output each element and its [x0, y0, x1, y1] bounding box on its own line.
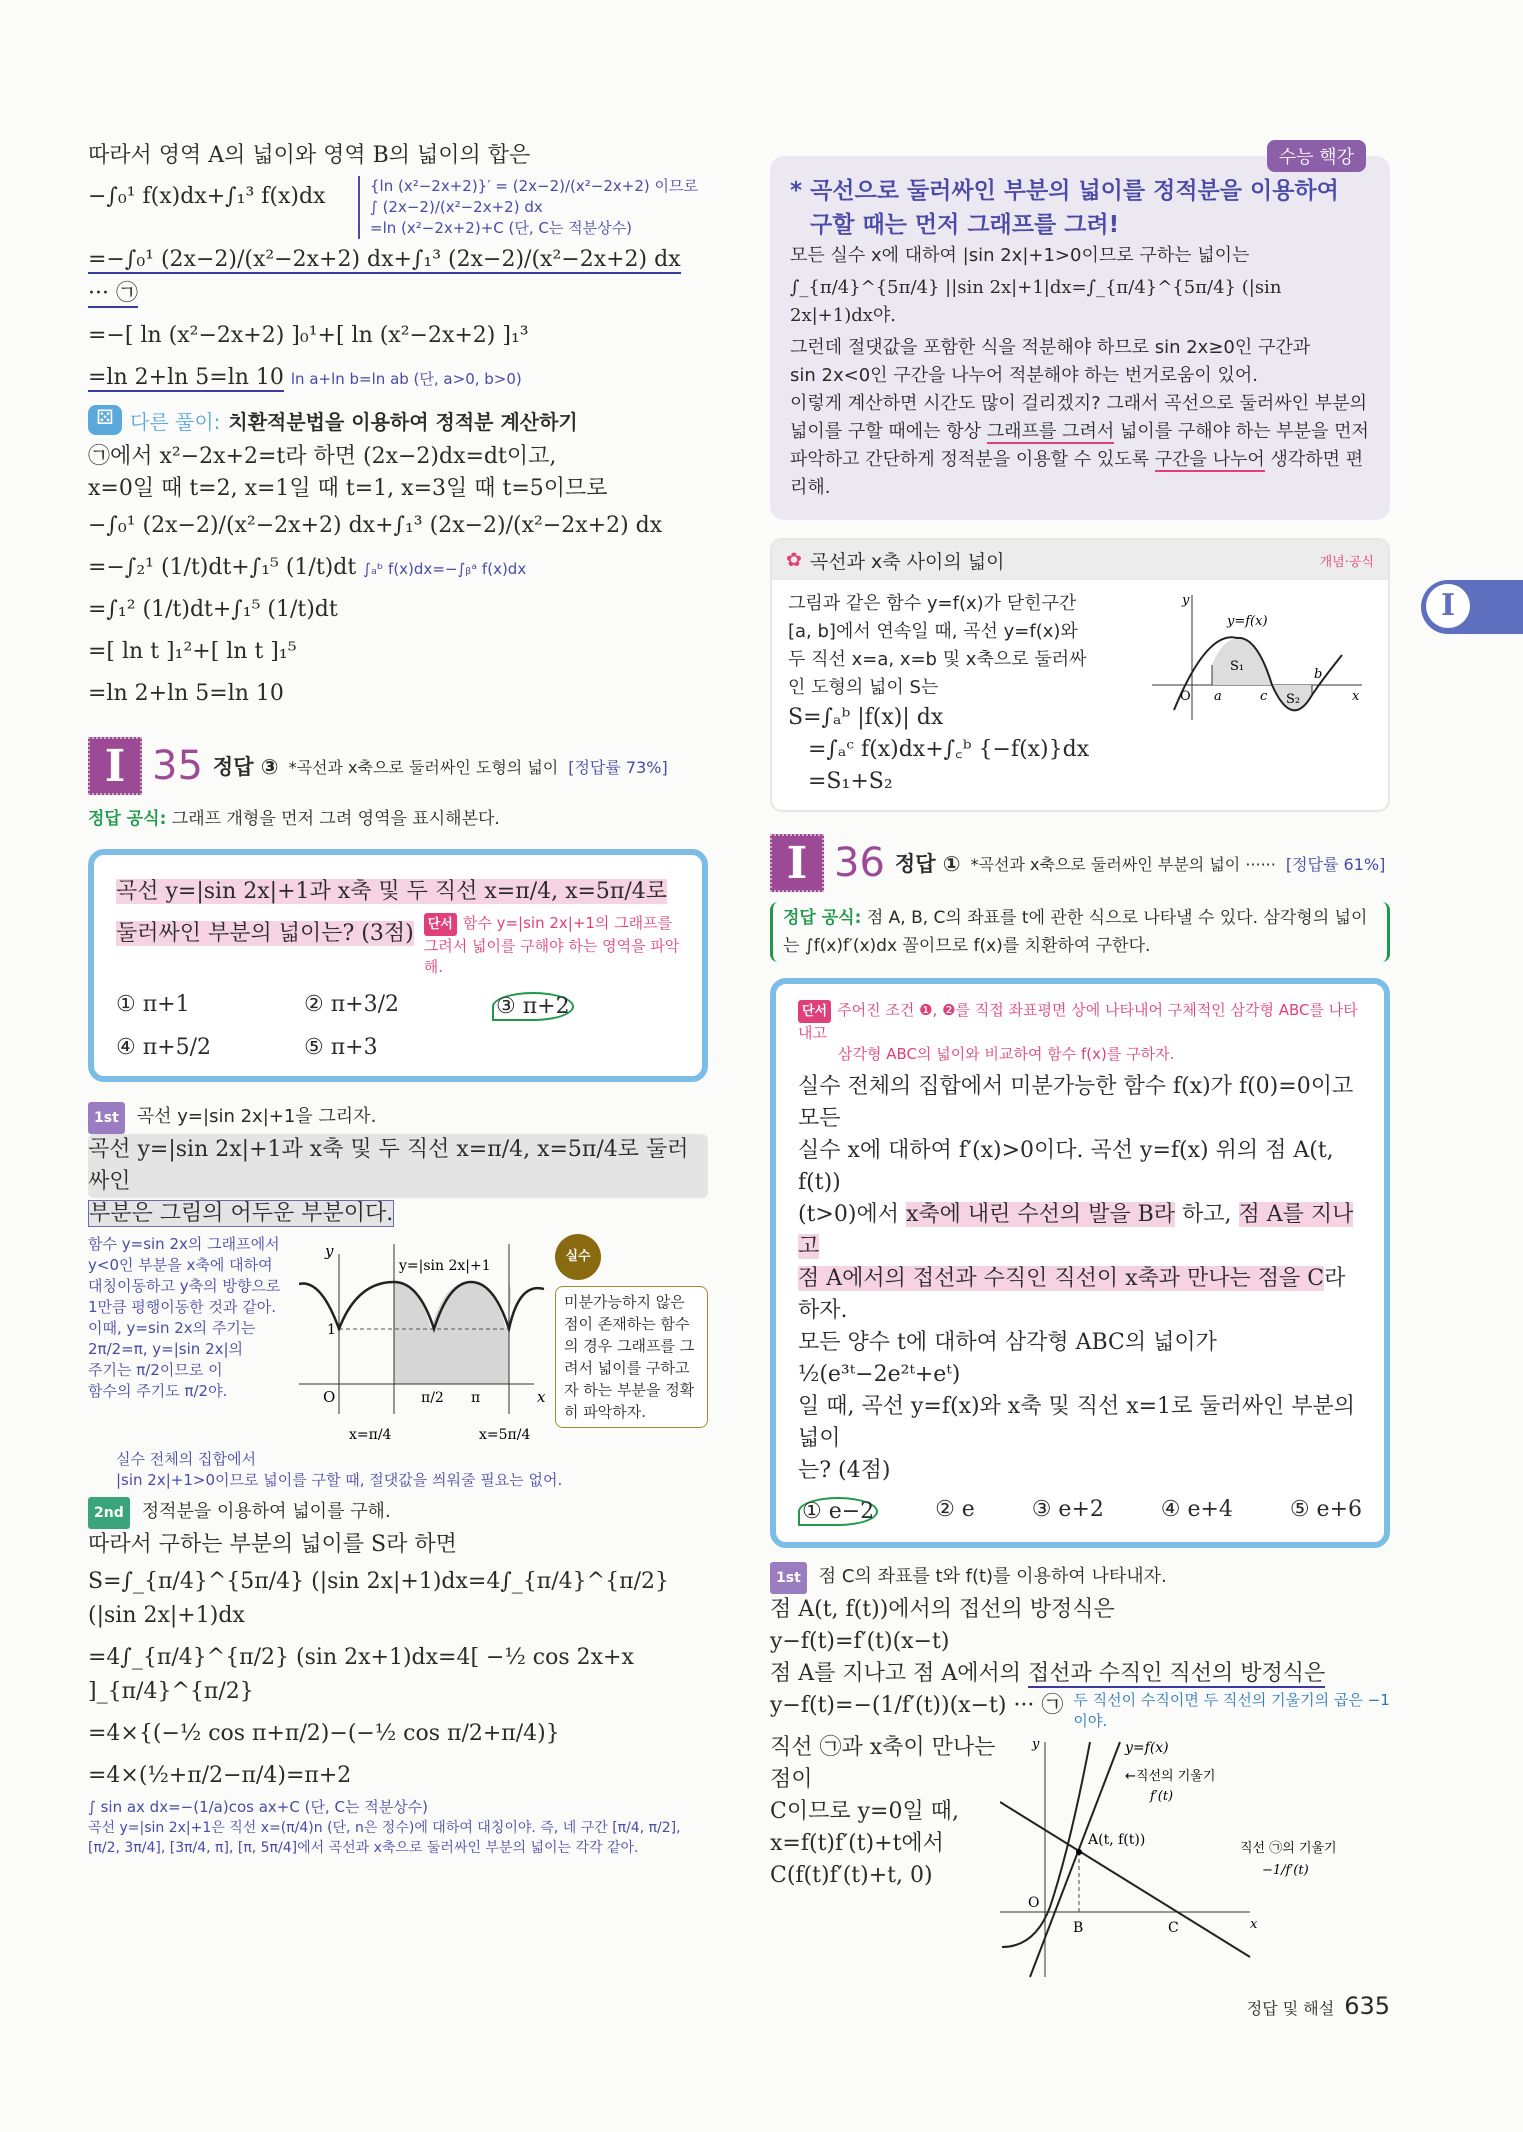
problem-35-box: [88, 849, 708, 1082]
line: 두 직선 x=a, x=b 및 x축으로 둘러싸: [788, 649, 1087, 670]
equation-line: [88, 551, 708, 585]
problem-36-box: [770, 978, 1390, 1548]
alt-label: 다른 풀이:: [130, 409, 221, 434]
choice-3-correct[interactable]: ③ π+2: [492, 992, 574, 1021]
problem-text: 일 때, 곡선 y=f(x)와 x축 및 직선 x=1로 둘러싸인 부분의 넓이: [798, 1394, 1356, 1451]
hint: [798, 1000, 1362, 1065]
concept-header: [772, 540, 1388, 580]
key-text: [790, 418, 1370, 446]
text-line: ㉠에서 x²−2x+2=t라 하면 (2x−2)dx=dt이고,: [88, 444, 557, 469]
text: 하고,: [1175, 1202, 1239, 1227]
side-note-block: [358, 176, 708, 239]
chapter-badge: I: [770, 834, 824, 892]
formula-text: 점 A, B, C의 좌표를 t에 관한 식으로 나타낼 수 있다. 삼각형의 넓이: [866, 908, 1368, 928]
a-label: a: [1214, 689, 1222, 704]
problem-text: 실수 x에 대하여 f′(x)>0이다. 곡선 y=f(x) 위의 점 A(t, f(t)): [798, 1138, 1334, 1195]
side-note: ln a+ln b=ln ab (단, a>0, b>0): [290, 370, 522, 388]
equation-text: =−∫₂¹ (1/t)dt+∫₁⁵ (1/t)dt: [88, 555, 357, 580]
note-line: 1만큼 평행이동한 것과 같아.: [88, 1298, 277, 1316]
step-tag: 2nd: [88, 1497, 130, 1529]
problem-text: [798, 1263, 1362, 1327]
origin-label: O: [1180, 689, 1191, 704]
choice-2[interactable]: ② π+3/2: [304, 992, 400, 1017]
x-label: x: [1352, 689, 1360, 704]
origin-label: O: [1028, 1895, 1040, 1911]
choice-4[interactable]: ④ e+4: [1160, 1497, 1233, 1522]
line: 인 도형의 넓이 S는: [788, 677, 939, 698]
curve-label: y=f(x): [1125, 1740, 1169, 1756]
problem-text: 실수 전체의 집합에서 미분가능한 함수 f(x)가 f(0)=0이고 모든: [798, 1074, 1354, 1131]
key-text: 모든 실수 x에 대하여 |sin 2x|+1>0이므로 구하는 넓이는: [790, 245, 1250, 266]
side-note: 곡선 y=|sin 2x|+1은 직선 x=(π/4)n (단, n은 정수)에 대하여 대칭이야. 즉, 네 구간 [π/4, π/2], [π/2, 3π/4], [3π/4, π], [π, 5π/4]에서 곡선과 x축으로 둘러싸인 부분의 넓이는 각각 같아.: [88, 1820, 681, 1856]
concept-title: 곡선과 x축 사이의 넓이: [809, 550, 1005, 573]
alt-solution-header: [88, 405, 708, 435]
problem-text: 는? (4점): [798, 1458, 891, 1483]
equation-line: −∫₀¹ f(x)dx+∫₁³ f(x)dx: [88, 184, 326, 209]
curve-label: y=f(x): [1227, 614, 1268, 629]
text: (t>0)에서: [798, 1202, 906, 1227]
note-line: 함수 y=sin 2x의 그래프에서: [88, 1235, 280, 1253]
mistake-badge: 실수: [555, 1234, 601, 1280]
equation-text: =ln 2+ln 5=ln 10: [88, 365, 284, 390]
side-note-list: [88, 1234, 293, 1402]
equation-line: =4×(½+π/2−π/4)=π+2: [88, 1763, 352, 1788]
tangent-normal-graph: [1000, 1732, 1390, 1982]
label-x-pi4: x=π/4: [349, 1427, 392, 1443]
correct-rate: [정답률 61%]: [1285, 854, 1386, 874]
equation-line: =−[ ln (x²−2x+2) ]₀¹+[ ln (x²−2x+2) ]₁³: [88, 323, 529, 348]
concept-formula: =S₁+S₂: [808, 769, 893, 794]
s2-label: S₂: [1286, 692, 1301, 707]
side-note: 두 직선이 수직이면 두 직선의 기울기의 곱은 −1이야.: [1073, 1691, 1390, 1730]
key-text: sin 2x<0인 구간을 나누어 적분해야 하는 번거로움이 있어.: [790, 365, 1258, 386]
text: 파악하고 간단하게 정적분을 이용할 수 있도록: [790, 449, 1155, 470]
line: [a, b]에서 연속일 때, 곡선 y=f(x)와: [788, 621, 1078, 642]
slope-value: −1/f′(t): [1262, 1863, 1309, 1878]
key-title: 구할 때는 먼저 그래프를 그려!: [810, 212, 1120, 238]
text-line: [770, 1658, 1390, 1690]
concept-formula: S=∫ₐᵇ |f(x)| dx: [788, 705, 944, 730]
answer-formula: [88, 805, 708, 833]
alt-title: 치환적분법을 이용하여 정적분 계산하기: [228, 409, 578, 434]
origin-label: O: [323, 1388, 336, 1406]
text-block: [770, 1732, 1000, 1892]
text: 넓이를 구할 때에는 항상: [790, 421, 987, 442]
key-text: 이렇게 계산하면 시간도 많이 걸리겠지? 그래서 곡선으로 둘러싸인 부분의: [790, 393, 1367, 414]
equation-text: =−∫₀¹ (2x−2)/(x²−2x+2) dx+∫₁³ (2x−2)/(x²−2x+2) dx ··· ㉠: [88, 247, 681, 306]
text-line: 점 A(t, f(t))에서의 접선의 방정식은: [770, 1597, 1115, 1622]
correct-rate: [정답률 73%]: [568, 757, 668, 777]
question-number: 36: [834, 840, 885, 886]
label-x-5pi4: x=5π/4: [479, 1427, 531, 1443]
choice-5[interactable]: ⑤ π+3: [304, 1035, 378, 1060]
text-line: 따라서 구하는 부분의 넓이를 S라 하면: [88, 1532, 457, 1557]
dice-icon: ⚄: [88, 405, 122, 435]
equation-line: =∫₁² (1/t)dt+∫₁⁵ (1/t)dt: [88, 597, 338, 622]
side-note: {ln (x²−2x+2)}′ = (2x−2)/(x²−2x+2) 이므로: [370, 177, 698, 195]
emphasis: 그래프를 그려서: [986, 421, 1115, 442]
problem-text: 둘러싸인 부분의 넓이는? (3점): [116, 921, 414, 946]
concept-body: [772, 580, 1388, 810]
hint-text: 삼각형 ABC의 넓이와 비교하여 함수 f(x)를 구하자.: [838, 1045, 1175, 1063]
step-text: 점 C의 좌표를 t와 f(t)를 이용하여 나타내자.: [818, 1566, 1167, 1587]
text-line: C(f(t)f′(t)+t, 0): [770, 1863, 933, 1888]
line: 그림과 같은 함수 y=f(x)가 닫힌구간: [788, 593, 1077, 614]
condition-2: 점 A를 지나고: [798, 1202, 1354, 1259]
question-36-header: [770, 834, 1390, 892]
left-column: [88, 140, 708, 1858]
choice-2[interactable]: ② e: [935, 1497, 975, 1522]
slope-label: ←직선의 기울기: [1125, 1769, 1216, 1784]
point-a: [1076, 1849, 1082, 1855]
note-line: y<0인 부분을 x축에 대하여: [88, 1256, 273, 1274]
equation-line: =[ ln t ]₁²+[ ln t ]₁⁵: [88, 639, 297, 664]
text: 생각하면 편리해.: [790, 449, 1364, 498]
formula-text: 그래프 개형을 먼저 그려 영역을 표시해본다.: [171, 809, 500, 829]
problem-text: [798, 1199, 1362, 1263]
text-line: C이므로 y=0일 때,: [770, 1799, 959, 1824]
graph-row: [770, 1732, 1390, 1982]
side-note: |sin 2x|+1>0이므로 넓이를 구할 때, 절댓값을 씌워줄 필요는 없어.: [116, 1471, 563, 1489]
hint-tag: 단서: [424, 913, 457, 936]
equation-line: −∫₀¹ (2x−2)/(x²−2x+2) dx+∫₁³ (2x−2)/(x²−2x+2) dx: [88, 513, 663, 538]
note-line: 이때, y=sin 2x의 주기는: [88, 1319, 256, 1337]
emphasis: 접선과 수직인 직선의 방정식은: [1028, 1661, 1326, 1686]
choice-5[interactable]: ⑤ e+6: [1289, 1497, 1362, 1522]
equation-with-note: [770, 1690, 1390, 1732]
right-column: [770, 140, 1390, 2020]
choice-4[interactable]: ④ π+5/2: [116, 1035, 212, 1060]
hint-text: 함수 y=|sin 2x|+1의 그래프를 그려서 넓이를 구해야 하는 영역을 파악해.: [423, 914, 680, 976]
equation-line: y−f(t)=f′(t)(x−t): [770, 1629, 950, 1654]
equation-line: =ln 2+ln 5=ln 10: [88, 681, 284, 706]
emphasis: 구간을 나누어: [1154, 449, 1265, 470]
b-label: b: [1314, 667, 1323, 682]
chapter-side-tab[interactable]: [1421, 580, 1523, 634]
curve-label: y=|sin 2x|+1: [399, 1258, 491, 1274]
intro-text: 따라서 영역 A의 넓이와 영역 B의 넓이의 합은: [88, 143, 531, 168]
choices: [116, 992, 680, 1060]
problem-text: 곡선 y=|sin 2x|+1과 x축 및 두 직선 x=π/4, x=5π/4로: [116, 879, 668, 904]
curve-f: [1002, 1742, 1090, 1947]
x-label: x: [537, 1388, 546, 1406]
key-text: [790, 446, 1370, 502]
concept-box: [770, 538, 1390, 812]
equation-line: y−f(t)=−(1/f′(t))(x−t) ··· ㉠: [770, 1693, 1064, 1718]
equation-with-note: [88, 176, 708, 239]
choice-3[interactable]: ③ e+2: [1031, 1497, 1104, 1522]
s1-label: S₁: [1230, 659, 1245, 674]
question-number: 35: [152, 743, 203, 789]
key-lecture-tag: 수능 핵강: [1267, 140, 1366, 172]
text-line: [88, 1198, 708, 1230]
formula-label: 정답 공식:: [88, 809, 167, 829]
equation-line: =4×{(−½ cos π+π/2)−(−½ cos π/2+π/4)}: [88, 1721, 560, 1746]
abs-sin-graph: [299, 1234, 549, 1449]
note-line: 대칭이동하고 y축의 방향으로: [88, 1277, 281, 1295]
topic: *곡선과 x축으로 둘러싸인 도형의 넓이: [288, 757, 559, 777]
equation-line: =4∫_{π/4}^{π/2} (sin 2x+1)dx=4[ −½ cos 2x+x ]_{π/4}^{π/2}: [88, 1645, 634, 1704]
step-1: [770, 1562, 1390, 1594]
equation-line: [88, 243, 708, 311]
formula-label: 정답 공식:: [783, 908, 862, 928]
choice-1-correct[interactable]: ① e−2: [798, 1497, 878, 1526]
chapter-tab-label: I: [1426, 584, 1470, 628]
page-number: 635: [1344, 1992, 1390, 2020]
text: 부분은 그림의 어두운 부분이다.: [89, 1201, 394, 1226]
flower-icon: ✿: [786, 549, 802, 571]
step-text: 곡선 y=|sin 2x|+1을 그리자.: [136, 1106, 377, 1127]
y-label: y: [1182, 593, 1190, 608]
x-tick-pi: π: [471, 1390, 481, 1406]
condition-2: 점 A에서의 접선과 수직인 직선이 x축과 만나는 점을 C: [798, 1266, 1325, 1291]
side-note: 실수 전체의 집합에서: [116, 1450, 256, 1468]
note-line: 주기는 π/2이므로 이: [88, 1361, 223, 1379]
answer-label: 정답 ①: [894, 852, 961, 876]
y-label: y: [1032, 1737, 1040, 1752]
text: 라 하자.: [798, 1266, 1346, 1323]
question-35-header: [88, 737, 708, 795]
slope-label: 직선 ㉠의 기울기: [1240, 1841, 1337, 1856]
key-equation: ∫_{π/4}^{5π/4} ||sin 2x|+1|dx=∫_{π/4}^{5π/4} (|sin 2x|+1)dx야.: [790, 277, 1282, 326]
concept-text: [788, 590, 1142, 798]
footer-label: 정답 및 해설: [1246, 1999, 1335, 2018]
step-tag: 1st: [88, 1102, 125, 1134]
normal-line: [1000, 1802, 1250, 1957]
b-label: B: [1073, 1920, 1084, 1936]
slope-value: f′(t): [1150, 1789, 1174, 1804]
problem-row: [116, 913, 680, 978]
y-tick-1: 1: [327, 1322, 336, 1338]
side-note: ∫ sin ax dx=−(1/a)cos ax+C (단, C는 적분상수): [88, 1798, 429, 1816]
side-note: ∫ (2x−2)/(x²−2x+2) dx: [370, 198, 543, 216]
key-title: * 곡선으로 둘러싸인 부분의 넓이를 정적분을 이용하여: [790, 178, 1339, 204]
graph-row: [88, 1234, 708, 1449]
text-line: 직선 ㉠과 x축이 만나는 점이: [770, 1735, 996, 1792]
chapter-badge: I: [88, 737, 142, 795]
equation-line: S=∫_{π/4}^{5π/4} (|sin 2x|+1)dx=4∫_{π/4}^{π/2} (|sin 2x|+1)dx: [88, 1569, 669, 1628]
key-text: 그런데 절댓값을 포함한 식을 적분해야 하므로 sin 2x≥0인 구간과: [790, 337, 1311, 358]
side-note: ∫ₐᵇ f(x)dx=−∫ᵦᵃ f(x)dx: [363, 560, 527, 578]
tangent-line: [1030, 1742, 1120, 1977]
answer-label: 정답 ③: [212, 755, 279, 779]
mistake-note: 미분가능하지 않은 점이 존재하는 함수의 경우 그래프를 그려서 넓이를 구하고자 하는 부분을 정확히 파악하자.: [555, 1286, 708, 1428]
note-line: 2π/2=π, y=|sin 2x|의: [88, 1340, 244, 1358]
concept-formula: =∫ₐᶜ f(x)dx+∫꜀ᵇ {−f(x)}dx: [808, 737, 1090, 762]
choices: [798, 1497, 1362, 1526]
concept-tag: 개념·공식: [1319, 554, 1374, 570]
x-label: x: [1250, 1917, 1258, 1932]
step-2: [88, 1497, 708, 1529]
side-note: =ln (x²−2x+2)+C (단, C는 적분상수): [370, 219, 632, 237]
x-tick-pi2: π/2: [421, 1390, 444, 1406]
answer-formula: [770, 902, 1390, 962]
condition-1: x축에 내린 수선의 발을 B라: [905, 1202, 1176, 1227]
a-label: A(t, f(t)): [1088, 1832, 1146, 1848]
text-line: x=0일 때 t=2, x=1일 때 t=1, x=3일 때 t=5이므로: [88, 476, 608, 501]
problem-text: 모든 양수 t에 대하여 삼각형 ABC의 넓이가 ½(e³ᵗ−2e²ᵗ+eᵗ): [798, 1330, 1217, 1387]
page-footer: [770, 1992, 1390, 2020]
step-text: 정적분을 이용하여 넓이를 구해.: [141, 1501, 391, 1522]
c-label: C: [1168, 1920, 1179, 1936]
text: 점 A를 지나고 점 A에서의: [770, 1661, 1029, 1686]
topic: *곡선과 x축으로 둘러싸인 부분의 넓이 ······: [970, 854, 1276, 874]
mistake-block: [555, 1234, 708, 1428]
text-line: x=f(t)f′(t)+t에서: [770, 1831, 944, 1856]
hint-tag: 단서: [798, 1000, 831, 1023]
c-label: c: [1260, 689, 1268, 704]
y-label: y: [325, 1242, 334, 1260]
hint-text: 주어진 조건 ❶, ❷를 직접 좌표평면 상에 나타내어 구체적인 삼각형 ABC를 나타내고: [798, 1001, 1358, 1042]
key-lecture-box: [770, 147, 1390, 520]
text: 넓이를 구해야 하는 부분을 먼저: [1114, 421, 1369, 442]
note-line: 함수의 주기도 π/2야.: [88, 1382, 228, 1400]
formula-text: 는 ∫f(x)f′(x)dx 꼴이므로 f(x)를 치환하여 구한다.: [783, 936, 1151, 956]
step-1: [88, 1102, 708, 1134]
hint: [424, 913, 680, 978]
choice-1[interactable]: ① π+1: [116, 992, 190, 1017]
equation-line: [88, 361, 708, 395]
concept-graph: [1152, 590, 1372, 730]
step-tag: 1st: [770, 1562, 807, 1594]
text-line: 곡선 y=|sin 2x|+1과 x축 및 두 직선 x=π/4, x=5π/4로 둘러싸인: [88, 1134, 708, 1198]
